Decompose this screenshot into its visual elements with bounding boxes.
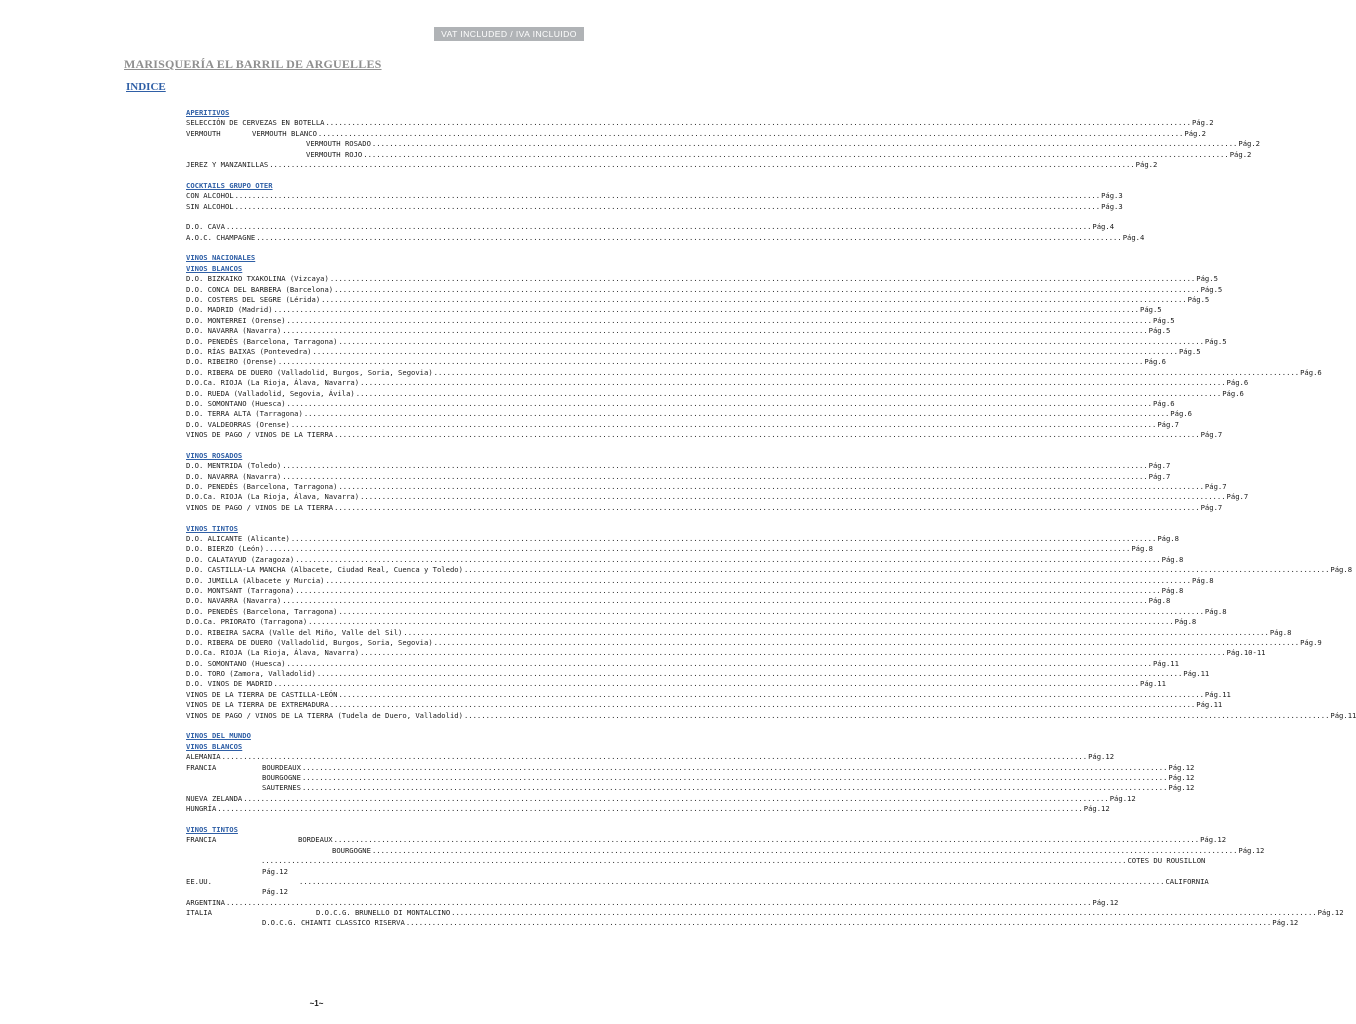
- entry-label: D.O. MADRID (Madrid): [186, 305, 273, 315]
- entry-label: D.O. ALICANTE (Alicante): [186, 534, 290, 544]
- entry-page: Pág.8: [1204, 606, 1227, 616]
- index-entry[interactable]: [186, 502, 1223, 513]
- restaurant-title: MARISQUERÍA EL BARRIL DE ARGUELLES: [124, 57, 382, 71]
- index-entry[interactable]: [186, 752, 1115, 762]
- entry-label: VINOS DE PAGO / VINOS DE LA TIERRA: [186, 502, 334, 512]
- index-list: [186, 108, 1356, 929]
- entry-label: D.O.Ca. PRIORATO (Tarragona): [186, 617, 308, 627]
- entry-label: BOURGOGNE: [332, 845, 371, 855]
- entry-page: Pág.2: [1184, 128, 1207, 138]
- index-entry[interactable]: [186, 430, 1223, 440]
- entry-label: SAUTERNES: [262, 783, 301, 793]
- entry-page: Pág.6: [1300, 367, 1322, 377]
- entry-label: A.O.C. CHAMPAGNE: [186, 232, 256, 242]
- index-entry[interactable]: [186, 346, 1201, 357]
- entry-page: Pág.8: [1330, 565, 1353, 575]
- entry-page: Pág.7: [1148, 471, 1171, 481]
- index-entry[interactable]: [186, 378, 1249, 388]
- entry-page: Pág.12: [1168, 762, 1195, 772]
- entry-page: Pág.9: [1300, 637, 1322, 647]
- entry-label: VINOS DE PAGO / VINOS DE LA TIERRA: [186, 430, 334, 440]
- index-entry[interactable]: [186, 492, 1249, 502]
- index-entry[interactable]: [186, 544, 1153, 554]
- entry-page: Pág.12: [1168, 783, 1195, 793]
- entry-page: Pág.12: [1083, 804, 1110, 814]
- index-entry[interactable]: [186, 679, 1166, 689]
- entry-label: D.O. NAVARRA (Navarra): [186, 326, 282, 336]
- entry-label: ALEMANIA: [186, 752, 221, 762]
- entry-page: Pág.2: [1135, 159, 1158, 169]
- index-entry[interactable]: [186, 222, 1115, 232]
- entry-page: Pág.8: [1148, 596, 1171, 606]
- index-entry[interactable]: [186, 461, 1171, 471]
- entry-page: Pág.5: [1178, 346, 1201, 356]
- entry-page: Pág.11: [1140, 679, 1166, 689]
- index-entry[interactable]: [186, 295, 1210, 305]
- entry-page: Pág.4: [1092, 222, 1115, 232]
- entry-label: JEREZ Y MANZANILLAS: [186, 159, 269, 169]
- index-entry[interactable]: [186, 482, 1227, 492]
- entry-label: CON ALCOHOL: [186, 191, 234, 201]
- entry-page: Pág.3: [1101, 201, 1123, 211]
- index-entry[interactable]: [186, 326, 1171, 336]
- entry-group-label: FRANCIA: [186, 762, 217, 772]
- entry-page: Pág.7: [1148, 461, 1171, 471]
- entry-label: BORDEAUX: [298, 835, 333, 845]
- index-entry[interactable]: [186, 710, 1356, 721]
- index-entry[interactable]: [186, 149, 1252, 160]
- index-entry[interactable]: [186, 565, 1353, 575]
- index-entry[interactable]: [186, 191, 1123, 201]
- entry-label: D.O. RIBEIRA SACRA (Valle del Miño, Valle del Sil): [186, 627, 403, 637]
- entry-label: D.O.C.G. CHIANTI CLASSICO RISERVA: [262, 918, 405, 928]
- entry-page: Pág.12: [1092, 897, 1119, 907]
- entry-label: D.O. JUMILLA (Albacete y Murcia): [186, 575, 325, 585]
- entry-label: D.O. CASTILLA-LA MANCHA (Albacete, Ciudad Real, Cuenca y Toledo): [186, 565, 463, 575]
- entry-label: D.O. SOMONTANO (Huesca): [186, 658, 286, 668]
- entry-label: D.O. BIZKAIKO TXAKOLINA (Vizcaya): [186, 274, 329, 284]
- index-entry[interactable]: [186, 773, 1195, 783]
- index-entry[interactable]: [186, 804, 1110, 814]
- entry-page: Pág.7: [1204, 482, 1227, 492]
- index-entry[interactable]: [186, 762, 1195, 773]
- index-title: INDICE: [126, 81, 166, 93]
- index-entry[interactable]: [186, 315, 1175, 326]
- entry-label: VINOS DE PAGO / VINOS DE LA TIERRA (Tudela de Duero, Valladolid): [186, 710, 463, 720]
- entry-label: VERMOUTH BLANCO: [252, 128, 317, 138]
- entry-page: Pág.8: [1131, 544, 1153, 554]
- entry-page: Pág.7: [1157, 419, 1179, 429]
- entry-label: D.O. MONTERREI (Orense): [186, 315, 286, 325]
- index-entry[interactable]: [186, 648, 1266, 658]
- entry-label: VERMOUTH ROJO: [306, 149, 363, 159]
- entry-label: D.O. BIERZO (León): [186, 544, 264, 554]
- entry-page: Pág.11: [1204, 689, 1231, 699]
- subheading-vinos-blancos-mundo: VINOS BLANCOS: [186, 741, 243, 751]
- index-entry[interactable]: [186, 585, 1184, 596]
- entry-label: BOURDEAUX: [262, 762, 301, 772]
- index-entry[interactable]: [186, 159, 1158, 170]
- entry-page: Pág.12: [1109, 793, 1136, 803]
- index-entry[interactable]: [186, 232, 1145, 243]
- index-entry[interactable]: [186, 367, 1322, 378]
- index-entry[interactable]: [186, 835, 1227, 845]
- section-heading-vinos-del-mundo: VINOS DEL MUNDO: [186, 731, 251, 741]
- index-entry[interactable]: [186, 357, 1166, 367]
- entry-label: D.O. TERRA ALTA (Tarragona): [186, 409, 303, 419]
- entry-page: Pág.12: [1168, 773, 1195, 782]
- index-entry[interactable]: [186, 617, 1197, 627]
- entry-page: Pág.7: [1200, 502, 1223, 512]
- entry-label: D.O. PENEDÈS (Barcelona, Tarragona): [186, 482, 338, 492]
- entry-label: NUEVA ZELANDA: [186, 793, 243, 803]
- entry-page: Pág.2: [1238, 139, 1261, 149]
- entry-page: Pág.5: [1200, 284, 1223, 294]
- index-entry[interactable]: [186, 139, 1261, 149]
- entry-label: SELECCIÓN DE CERVEZAS EN BOTELLA: [186, 118, 325, 128]
- index-entry[interactable]: [186, 783, 1195, 793]
- entry-page: Pág.5: [1148, 326, 1171, 336]
- entry-label: D.O.Ca. RIOJA (La Rioja, Álava, Navarra): [186, 492, 360, 502]
- entry-label: D.O. COSTERS DEL SEGRE (Lérida): [186, 295, 321, 305]
- entry-label: D.O. PENEDÈS (Barcelona, Tarragona): [186, 336, 338, 346]
- entry-label: D.O. RÍAS BAIXAS (Pontevedra): [186, 346, 312, 356]
- entry-page: Pág.5: [1196, 274, 1218, 284]
- entry-label: VINOS DE LA TIERRA DE CASTILLA-LEÓN: [186, 689, 338, 699]
- entry-page: Pág.11: [1196, 700, 1223, 710]
- entry-label: D.O.Ca. RIOJA (La Rioja, Álava, Navarra): [186, 378, 360, 388]
- index-entry[interactable]: [186, 284, 1223, 295]
- section-heading-vinos-nacionales: VINOS NACIONALES: [186, 253, 256, 263]
- entry-label: D.O. NAVARRA (Navarra): [186, 471, 282, 481]
- index-entry[interactable]: [186, 128, 1207, 139]
- index-entry[interactable]: [186, 471, 1171, 482]
- entry-page: Pág.11: [1330, 710, 1356, 720]
- entry-label: D.O. MENTRIDA (Toledo): [186, 461, 282, 471]
- entry-label: D.O.Ca. RIOJA (La Rioja, Álava, Navarra): [186, 648, 360, 658]
- vat-included-badge: VAT INCLUDED / IVA INCLUIDO: [434, 27, 584, 41]
- entry-label: HUNGRÍA: [186, 804, 217, 814]
- entry-page: Pág.8: [1269, 627, 1292, 637]
- subheading-vinos-tintos-mundo: VINOS TINTOS: [186, 824, 238, 834]
- entry-page: Pág.11: [1183, 669, 1210, 679]
- entry-label: D.O. PENEDÈS (Barcelona, Tarragona): [186, 606, 338, 616]
- index-entry[interactable]: [186, 689, 1231, 700]
- entry-page: Pág.2: [1191, 118, 1214, 128]
- index-entry[interactable]: [186, 908, 1344, 918]
- entry-label: D.O. MONTSANT (Tarragona): [186, 585, 295, 595]
- entry-label: D.O. RIBERA DE DUERO (Valladolid, Burgos, Soria, Segovia): [186, 367, 433, 377]
- entry-label: D.O. CALATAYUD (Zaragoza): [186, 554, 295, 564]
- subheading-vinos-rosados: VINOS ROSADOS: [186, 450, 243, 460]
- entry-page: Pág.8: [1161, 554, 1184, 564]
- entry-page: Pág.2: [1229, 149, 1252, 159]
- entry-label: SIN ALCOHOL: [186, 201, 234, 211]
- entry-label: D.O. RUEDA (Valladolid, Segovia, Ávila): [186, 388, 355, 398]
- entry-label: COTES DU ROUSILLON: [1127, 856, 1206, 866]
- entry-page: Pág.12: [1088, 752, 1115, 762]
- index-entry[interactable]: [186, 658, 1179, 669]
- entry-page: Pág.8: [1161, 585, 1184, 595]
- index-entry[interactable]: [186, 554, 1184, 565]
- entry-group-label: FRANCIA: [186, 835, 217, 845]
- index-entry[interactable]: [186, 918, 1299, 928]
- entry-label: D.O. NAVARRA (Navarra): [186, 596, 282, 606]
- index-entry[interactable]: [186, 398, 1175, 409]
- entry-page: Pág.7: [1200, 430, 1223, 440]
- subheading-vinos-tintos: VINOS TINTOS: [186, 523, 238, 533]
- entry-page: Pág.6: [1222, 388, 1244, 398]
- entry-page: Pág.5: [1187, 295, 1210, 305]
- entry-page: Pág.7: [1226, 492, 1249, 502]
- index-entry[interactable]: [186, 876, 1209, 887]
- subheading-vinos-blancos: VINOS BLANCOS: [186, 263, 243, 273]
- index-entry[interactable]: [186, 201, 1123, 212]
- index-entry[interactable]: [186, 336, 1227, 347]
- index-entry[interactable]: [186, 897, 1119, 908]
- entry-label: D.O. CONCA DEL BARBERA (Barcelona): [186, 284, 334, 294]
- index-entry[interactable]: [186, 534, 1179, 544]
- index-entry[interactable]: [186, 388, 1244, 399]
- index-entry[interactable]: [186, 793, 1136, 804]
- entry-label: D.O. RIBEIRO (Orense): [186, 357, 277, 367]
- entry-page: Pág.12: [1317, 908, 1344, 918]
- entry-label: CALIFORNIA: [1165, 876, 1209, 886]
- entry-label: D.O.C.G. BRUNELLO DI MONTALCINO: [316, 908, 451, 918]
- index-entry[interactable]: [186, 856, 1206, 866]
- page-number: ~1~: [309, 999, 324, 1008]
- entry-label: D.O. CAVA: [186, 222, 225, 232]
- entry-page: Pág.4: [1122, 232, 1145, 242]
- entry-page: Pág.12: [1272, 918, 1299, 928]
- entry-page: Pág.8: [1157, 534, 1179, 544]
- entry-label: D.O. RIBERA DE DUERO (Valladolid, Burgos, Soria, Segovia): [186, 637, 433, 647]
- entry-page: Pág.5: [1204, 336, 1227, 346]
- entry-label: D.O. TORO (Zamora, Valladolid): [186, 669, 316, 679]
- index-entry[interactable]: [186, 606, 1227, 617]
- index-entry[interactable]: [186, 305, 1162, 315]
- index-entry[interactable]: [186, 419, 1179, 430]
- entry-page: Pág.12: [1238, 845, 1265, 855]
- section-heading-cocktails: COCKTAILS GRUPO OTER: [186, 180, 273, 190]
- entry-label: ARGENTINA: [186, 897, 225, 907]
- entry-page: Pág.8: [1191, 575, 1214, 585]
- index-entry[interactable]: [186, 700, 1223, 710]
- entry-page: Pág.6: [1144, 357, 1166, 367]
- entry-page: Pág.5: [1152, 315, 1175, 325]
- entry-label: D.O. VALDEORRAS (Orense): [186, 419, 290, 429]
- index-entry[interactable]: [186, 409, 1192, 419]
- entry-label: D.O. SOMONTANO (Huesca): [186, 398, 286, 408]
- section-heading-aperitivos: APERITIVOS: [186, 108, 230, 117]
- entry-page: Pág.6: [1226, 378, 1249, 388]
- index-entry[interactable]: [186, 118, 1214, 128]
- entry-page: Pág.3: [1101, 191, 1123, 201]
- entry-page: Pág.8: [1174, 617, 1197, 627]
- index-entry[interactable]: [186, 575, 1214, 586]
- entry-page: Pág.6: [1152, 398, 1175, 408]
- entry-label: VERMOUTH ROSADO: [306, 139, 371, 149]
- entry-page: Pág.12: [1200, 835, 1227, 845]
- entry-page: Pág.10-11: [1226, 648, 1266, 658]
- entry-page: Pág.12: [262, 887, 288, 897]
- entry-page: Pág.5: [1140, 305, 1162, 315]
- entry-group-label: EE.UU.: [186, 876, 212, 886]
- entry-group-label: VERMOUTH: [186, 128, 221, 138]
- entry-label: D.O. VINOS DE MADRID: [186, 679, 273, 689]
- entry-page: Pág.6: [1170, 409, 1192, 419]
- index-entry[interactable]: [186, 637, 1322, 648]
- index-entry[interactable]: [186, 845, 1265, 856]
- entry-label: BOURGOGNE: [262, 773, 301, 782]
- entry-label: VINOS DE LA TIERRA DE EXTREMADURA: [186, 700, 329, 710]
- index-entry[interactable]: [186, 596, 1171, 606]
- index-entry[interactable]: [186, 669, 1210, 679]
- entry-page: Pág.11: [1152, 658, 1179, 668]
- entry-group-label: ITALIA: [186, 908, 212, 918]
- entry-page: Pág.12: [262, 866, 288, 876]
- index-entry[interactable]: [186, 627, 1292, 638]
- index-entry[interactable]: [186, 274, 1218, 284]
